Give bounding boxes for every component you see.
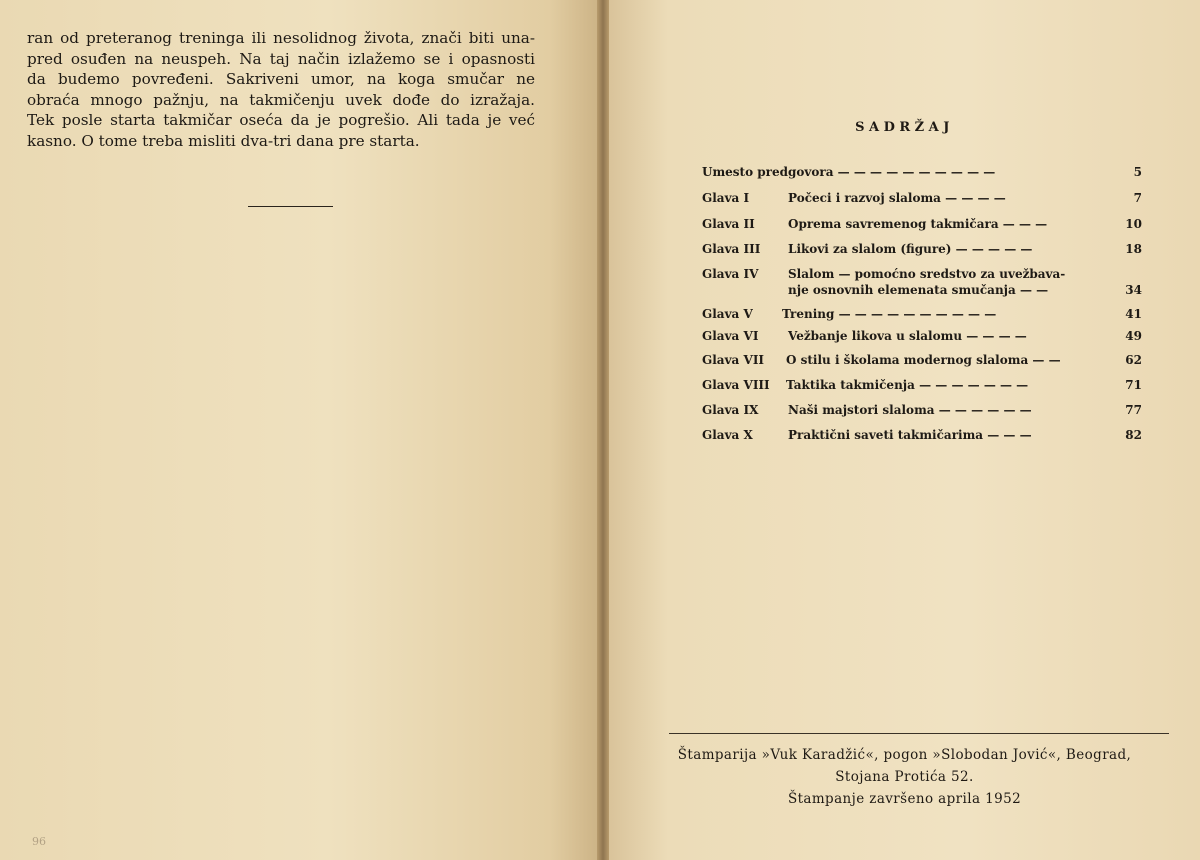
- toc-page: 77: [1125, 403, 1142, 417]
- toc-chapter: Glava X: [702, 428, 753, 442]
- colophon-line: Stojana Protića 52.: [835, 769, 974, 785]
- toc-title-text: O stilu i školama modernog slaloma — —: [786, 353, 1061, 367]
- toc-title-text: Likovi za slalom (figure) — — — — —: [788, 242, 1033, 256]
- toc-chapter: Glava VIII: [702, 378, 770, 392]
- text-line: pred osuđen na neuspeh. Na taj način izlažemo se i opasnosti: [27, 49, 535, 68]
- book-gutter: [597, 0, 609, 860]
- toc-chapter: Glava IX: [702, 403, 759, 417]
- page-number: 96: [32, 835, 46, 848]
- toc-title-text: Praktični saveti takmičarima — — —: [788, 428, 1032, 442]
- left-page-text: [27, 28, 535, 151]
- colophon-line: Štampanje završeno aprila 1952: [787, 791, 1022, 807]
- toc-chapter: Glava I: [702, 191, 750, 205]
- toc-title-text: Oprema savremenog takmičara — — —: [788, 217, 1048, 231]
- left-page: [0, 0, 597, 860]
- toc-page: 34: [1125, 283, 1142, 297]
- toc-title-text: Vežbanje likova u slalomu — — — —: [788, 329, 1027, 343]
- toc-title-text: Počeci i razvoj slaloma — — — —: [788, 191, 1006, 205]
- toc-title-text: nje osnovnih elemenata smučanja — —: [788, 283, 1049, 297]
- toc-chapter: Umesto predgovora — — — — — — — — — —: [702, 165, 996, 179]
- toc-title: SADRŽAJ: [855, 120, 954, 135]
- toc-chapter: Glava VII: [702, 353, 765, 367]
- toc-title-text: Naši majstori slaloma — — — — — —: [788, 403, 1032, 417]
- toc-page: 10: [1125, 217, 1142, 231]
- toc-chapter: Glava III: [702, 242, 761, 256]
- toc-page: 71: [1125, 378, 1142, 392]
- toc-page: 62: [1125, 353, 1142, 367]
- colophon: [609, 744, 1200, 810]
- colophon-line: Štamparija »Vuk Karadžić«, pogon »Slobodan Jović«, Beograd,: [677, 747, 1132, 763]
- right-page: [609, 0, 1200, 860]
- toc-chapter: Glava IV: [702, 267, 759, 281]
- toc-page: 18: [1125, 242, 1142, 256]
- toc-title-text: Taktika takmičenja — — — — — — —: [786, 378, 1029, 392]
- toc-chapter: Glava II: [702, 217, 755, 231]
- text-line: obraća mnogo pažnju, na takmičenju uvek dođe do izražaja.: [27, 90, 535, 109]
- toc-page: 41: [1125, 307, 1142, 321]
- text-line: Tek posle starta takmičar oseća da je pogrešio. Ali tada je već: [27, 111, 535, 129]
- toc-chapter: Glava VI: [702, 329, 759, 343]
- text-line: kasno. O tome treba misliti dva-tri dana pre starta.: [27, 131, 420, 150]
- toc-page: 5: [1133, 165, 1142, 179]
- text-line: ran od preteranog treninga ili nesolidnog života, znači biti una-: [27, 29, 535, 47]
- toc-chapter: Glava V: [702, 307, 753, 321]
- toc-page: 82: [1125, 428, 1142, 442]
- section-divider: [248, 206, 333, 207]
- toc-page: 49: [1125, 329, 1142, 343]
- text-line: da budemo povređeni. Sakriveni umor, na koga smučar ne: [27, 70, 535, 88]
- toc-page: 7: [1133, 191, 1142, 205]
- colophon-rule: [669, 733, 1169, 734]
- toc-title-text: Slalom — pomoćno sredstvo za uvežbava-: [788, 267, 1066, 281]
- toc-title-text: Trening — — — — — — — — — —: [782, 307, 997, 321]
